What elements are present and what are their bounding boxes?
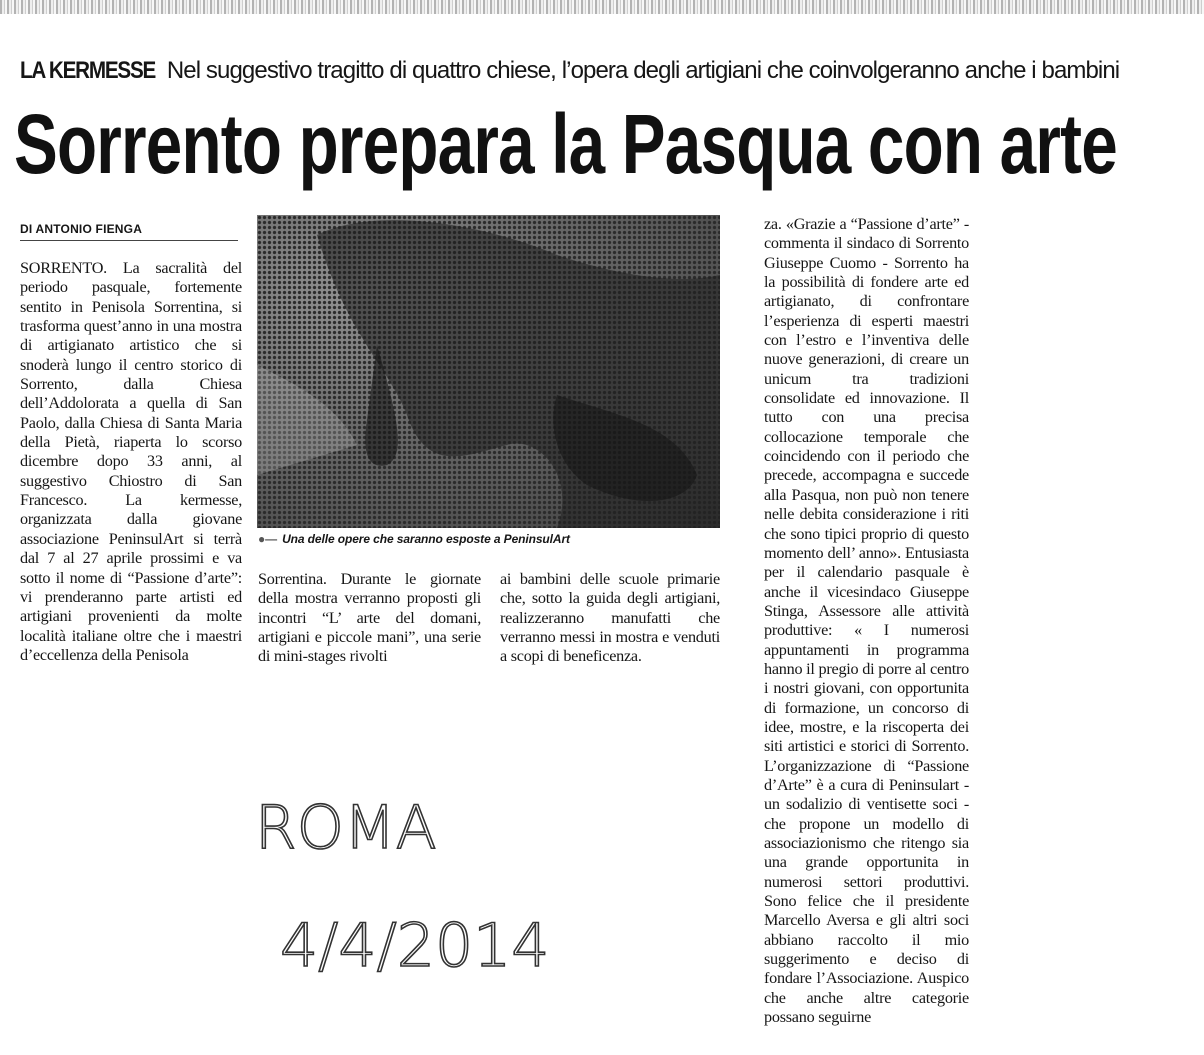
kicker <box>20 56 1204 86</box>
article-column-4: za. «Grazie a “Passione d’arte” - commenta il sindaco di Sorrento Giuseppe Cuomo - Sorrento ha la possibilità di fondere arte ed artigianato, di confrontare l’esperienza di esperti maestri con l’estro e l’inventiva delle nuove generazioni, di creare un unicum tra tradizioni consolidate ed innovazione. Il tutto con una precisa collocazione temporale che coincidendo con il periodo che precede, accompagna e succede alla Pasqua, non può non tenere nelle debita considerazione i riti che sono tipici proprio di questo momento dell’ anno». Entusiasta per il calendario pasquale è anche il vicesindaco Giuseppe Stinga, Assessore alle attività produttive: « I numerosi appuntamenti in programma hanno il pregio di porre al centro i nostri giovani, con opportunita di formazione, un concorso di idee, mostre, e la riscoperta dei siti artistici e storici di Sorrento. L’organizzazione di “Passione d’Arte” è a cura di Peninsulart - un sodalizio di ventisette soci - che propone un modello di associazionismo che ritengo sia una grande opportunita in numerosi settori produttivi. Sono felice che il presidente Marcello Aversa e gli altri soci abbiano raccolto il mio suggerimento e deciso di fondare l’Associazione. Auspico che anche altre categorie possano seguirne <box>764 215 969 1027</box>
kicker-text: Nel suggestivo tragitto di quattro chiese, l’opera degli artigiani che coinvolgeranno anche i bambini <box>161 57 1120 84</box>
handwritten-annotation <box>250 786 550 986</box>
photo-caption <box>258 532 718 546</box>
handwritten-source: ROMA <box>255 793 437 863</box>
sculpture-silhouette <box>257 215 720 528</box>
byline: DI ANTONIO FIENGA <box>20 222 238 241</box>
photo-caption-text: Una delle opere che saranno esposte a PeninsulArt <box>282 532 570 546</box>
headline: Sorrento prepara la Pasqua con arte <box>14 97 1117 191</box>
scan-top-edge <box>0 0 1204 14</box>
article-column-1: SORRENTO. La sacralità del periodo pasquale, fortemente sentito in Penisola Sorrentina, si trasforma quest’anno in una mostra di artigianato artistico che si snoderà lungo il centro storico di Sorrento, dalla Chiesa dell’Addolorata a quella di San Paolo, dalla Chiesa di Santa Maria della Pietà, riaperta lo scorso dicembre dopo 33 anni, al suggestivo Chiostro di San Francesco. La kermesse, organizzata dalla giovane associazione PeninsulArt si terrà dal 7 al 27 aprile prossimi e va sotto il nome di “Passione d’arte”: vi prenderanno parte artisti ed artigiani provenienti da molte località italiane oltre che i maestri d’eccellenza della Penisola <box>20 259 242 664</box>
handwritten-date: 4/4/2014 <box>280 911 550 981</box>
article-photo <box>257 215 720 528</box>
kicker-tag: LA KERMESSE <box>20 57 156 84</box>
article-column-3: ai bambini delle scuole primarie che, sotto la guida degli artigiani, realizzeranno manufatti che verranno messi in mostra e venduti a scopi di beneficenza. <box>500 570 720 666</box>
article-column-2: Sorrentina. Durante le giornate della mostra verranno proposti gli incontri “L’ arte del domani, artigiani e piccole mani”, una serie di mini-stages rivolti <box>258 570 481 666</box>
photo-caption-marker-icon: ●— <box>258 532 278 546</box>
